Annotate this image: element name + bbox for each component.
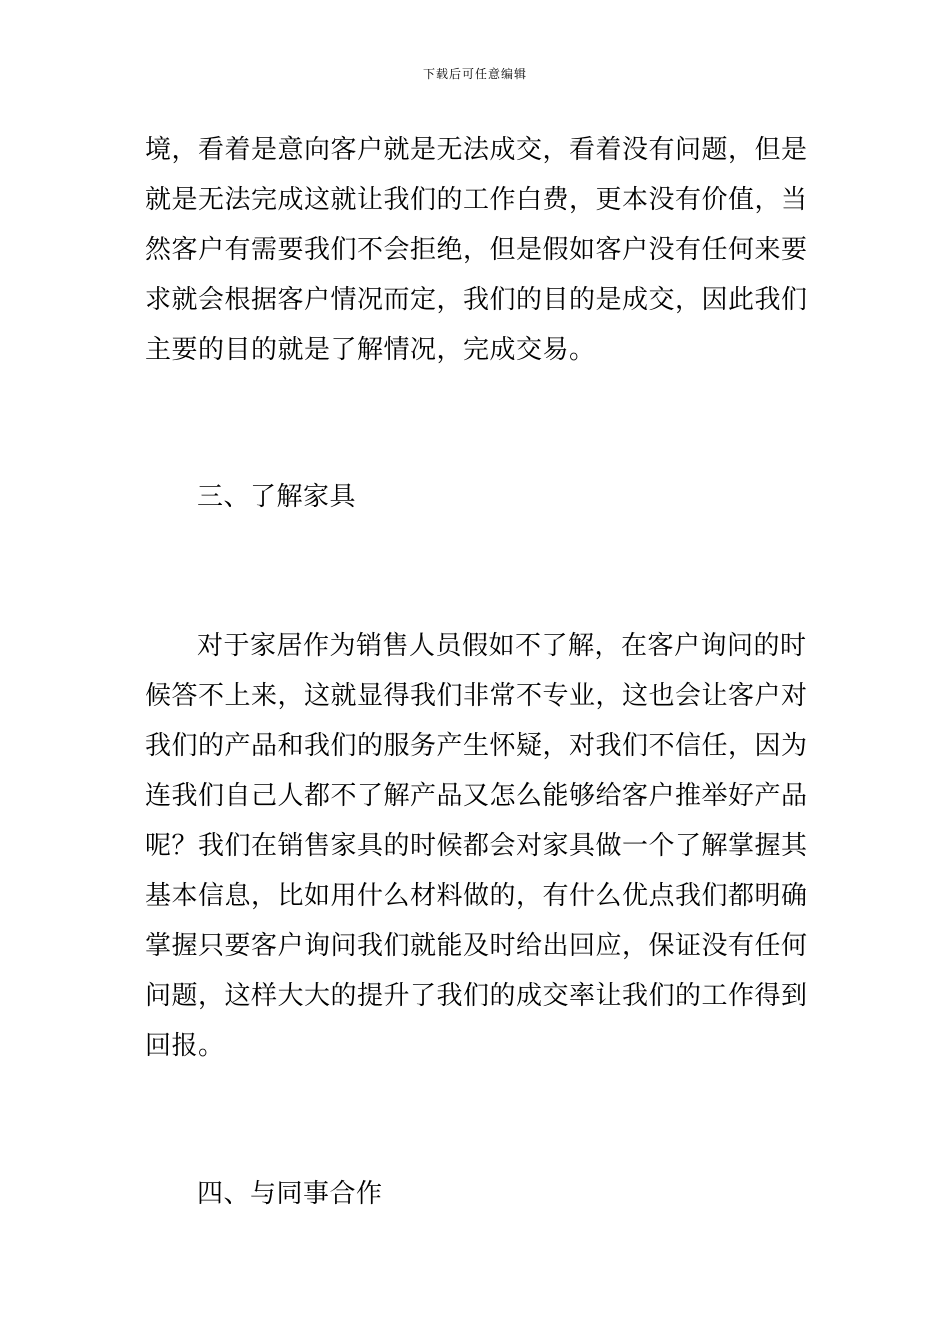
paragraph-line: 掌握只要客户询问我们就能及时给出回应，保证没有任何 [145, 931, 808, 961]
paragraph-line: 就是无法完成这就让我们的工作白费，更本没有价值，当 [145, 185, 808, 215]
paragraph-line: 主要的目的就是了解情况，完成交易。 [145, 335, 596, 365]
paragraph-line: 呢？我们在销售家具的时候都会对家具做一个了解掌握其 [145, 831, 808, 861]
paragraph-line: 候答不上来，这就显得我们非常不专业，这也会让客户对 [145, 681, 808, 711]
section-heading-4: 四、与同事合作 [197, 1179, 383, 1209]
paragraph-line: 问题，这样大大的提升了我们的成交率让我们的工作得到 [145, 981, 808, 1011]
paragraph-line: 然客户有需要我们不会拒绝，但是假如客户没有任何来要 [145, 235, 808, 265]
paragraph-line: 连我们自己人都不了解产品又怎么能够给客户推举好产品 [145, 781, 808, 811]
paragraph-line: 回报。 [145, 1031, 225, 1061]
page-header: 下载后可任意编辑 [422, 67, 527, 81]
paragraph-line: 求就会根据客户情况而定，我们的目的是成交，因此我们 [145, 285, 808, 315]
paragraph-line: 基本信息，比如用什么材料做的，有什么优点我们都明确 [145, 881, 808, 911]
paragraph-line: 境，看着是意向客户就是无法成交，看着没有问题，但是 [145, 135, 808, 165]
paragraph-line: 我们的产品和我们的服务产生怀疑，对我们不信任，因为 [145, 731, 808, 761]
section-heading-3: 三、了解家具 [197, 482, 357, 512]
paragraph-line: 对于家居作为销售人员假如不了解，在客户询问的时 [197, 631, 807, 661]
